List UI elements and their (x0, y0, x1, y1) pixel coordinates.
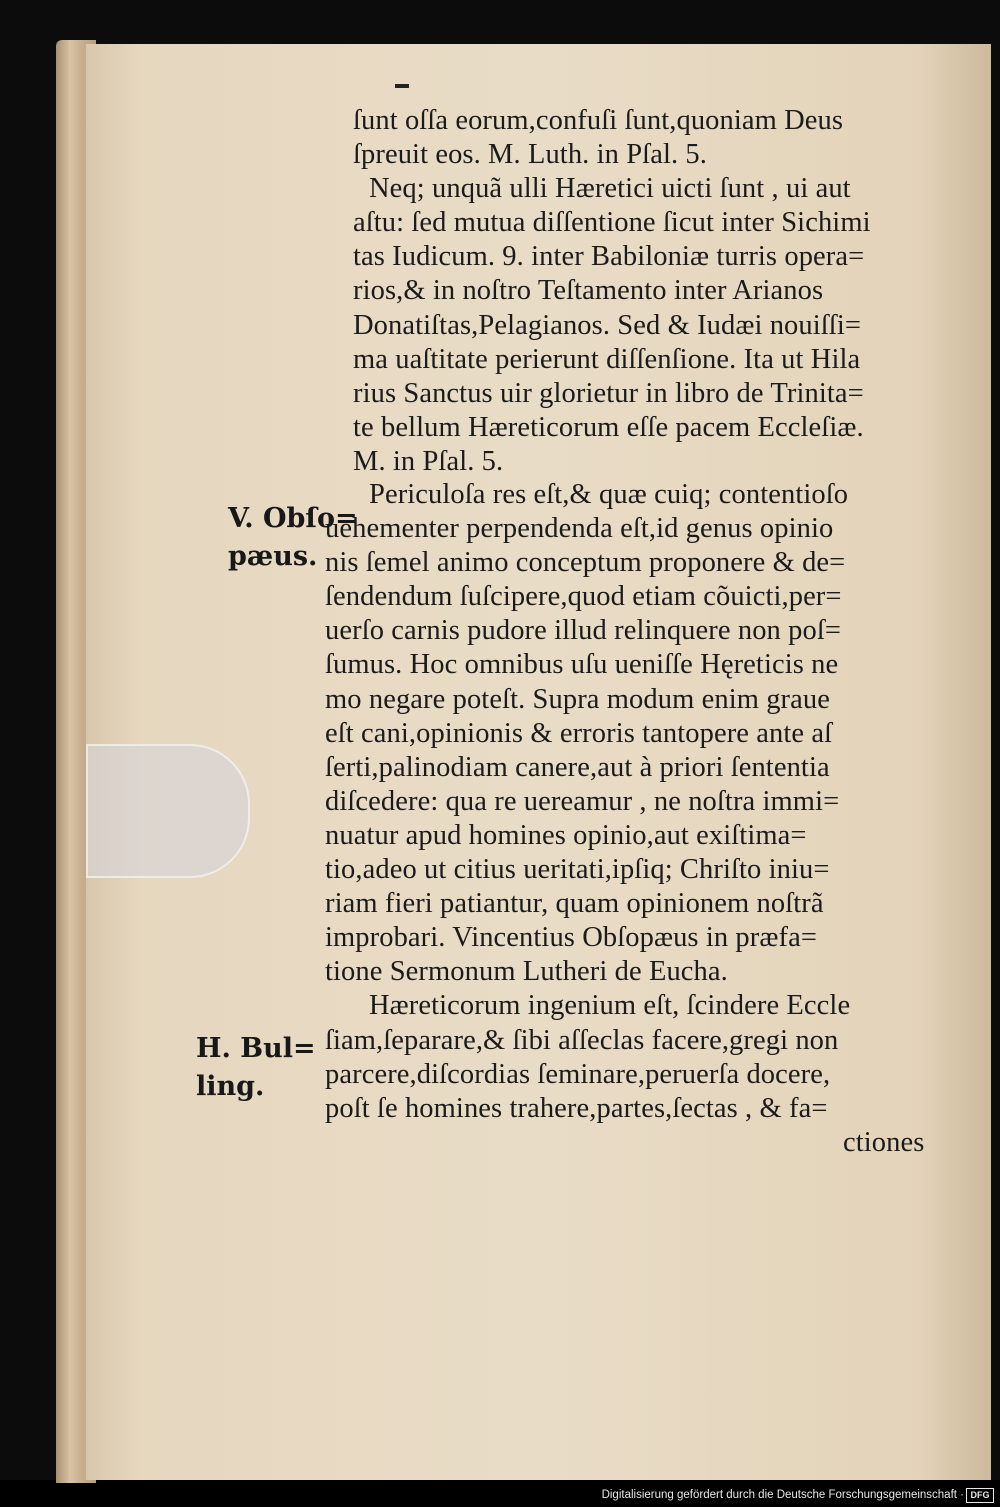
marginal-note-bullinger: H. Bul= ling. (196, 1033, 316, 1102)
text-line: tas Iudicum. 9. inter Babiloniæ turris opera= (353, 241, 865, 273)
text-line: diſcedere: qua re uereamur , ne noſtra immi= (325, 785, 840, 817)
footer-text: Digitalisierung gefördert durch die Deutsche Forschungsgemeinschaft · (601, 1489, 964, 1501)
marginal-note-obsopaeus: V. Obſo= pæus. (228, 503, 358, 572)
text-line: nis ſemel animo conceptum proponere & de= (325, 547, 846, 579)
text-line: Periculoſa res eſt,& quæ cuiq; contentioſo (369, 479, 849, 510)
text-line: tione Sermonum Lutheri de Eucha. (325, 956, 728, 988)
text-line: aſtu: ſed mutua diſſentione ſicut inter Sichimi (353, 207, 871, 239)
text-line: riam fieri patiantur, quam opinionem noſtrã (325, 888, 824, 920)
dfg-logo-icon: DFG (966, 1488, 994, 1503)
text-line: ſiam,ſeparare,& ſibi aſſeclas facere,gregi non (325, 1024, 839, 1056)
text-line: Donatiſtas,Pelagianos. Sed & Iudæi nouiſſi= (353, 309, 862, 341)
text-line: rius Sanctus uir glorietur in libro de Trinita= (353, 377, 864, 409)
text-line: ma uaſtitate perierunt diſſenſione. Ita ut Hila (353, 343, 861, 375)
text-line: eſt cani,opinionis & erroris tantopere ante aſ (325, 717, 833, 749)
text-line: ſerti,palinodiam canere,aut à priori ſententia (325, 751, 830, 783)
text-line: ſumus. Hoc omnibus uſu ueniſſe Hęreticis ne (325, 649, 839, 681)
text-line: Hæreticorum ingenium eſt, ſcindere Eccle (369, 990, 851, 1022)
text-line: ſunt oſſa eorum,confuſi ſunt,quoniam Deus (353, 105, 844, 136)
text-line: uehementer perpendenda eſt,id genus opinio (325, 513, 834, 545)
catchword: ctiones (843, 1126, 925, 1158)
page-clip (86, 744, 250, 878)
text-line: Neq; unquã ulli Hæretici uicti ſunt , ui aut (369, 173, 851, 205)
main-text-paragraph-1 (353, 104, 871, 479)
text-line: improbari. Vincentius Obſopæus in præfa= (325, 922, 817, 954)
text-line: poſt ſe homines trahere,partes,ſectas , & fa= (325, 1092, 828, 1124)
text-line: parcere,diſcordias ſeminare,peruerſa docere, (325, 1058, 831, 1090)
text-line: te bellum Hæreticorum eſſe pacem Eccleſiæ. (353, 411, 864, 443)
text-line: rios,& in noſtro Teſtamento inter Arianos (353, 275, 824, 307)
text-line: uerſo carnis pudore illud relinquere non poſ= (325, 615, 842, 647)
text-line: ſpreuit eos. M. Luth. in Pſal. 5. (353, 139, 707, 171)
digitization-footer (0, 1483, 1000, 1507)
signature-mark (395, 84, 409, 88)
text-line: M. in Pſal. 5. (353, 445, 504, 477)
text-line: mo negare poteſt. Supra modum enim graue (325, 683, 830, 715)
main-text-paragraph-2 (325, 478, 924, 1160)
text-line: nuatur apud homines opinio,aut exiſtima= (325, 819, 807, 851)
text-line: ſendendum ſuſcipere,quod etiam cõuicti,per= (325, 581, 842, 613)
text-line: tio,adeo ut citius ueritati,ipſiq; Chriſto iniu= (325, 854, 830, 886)
